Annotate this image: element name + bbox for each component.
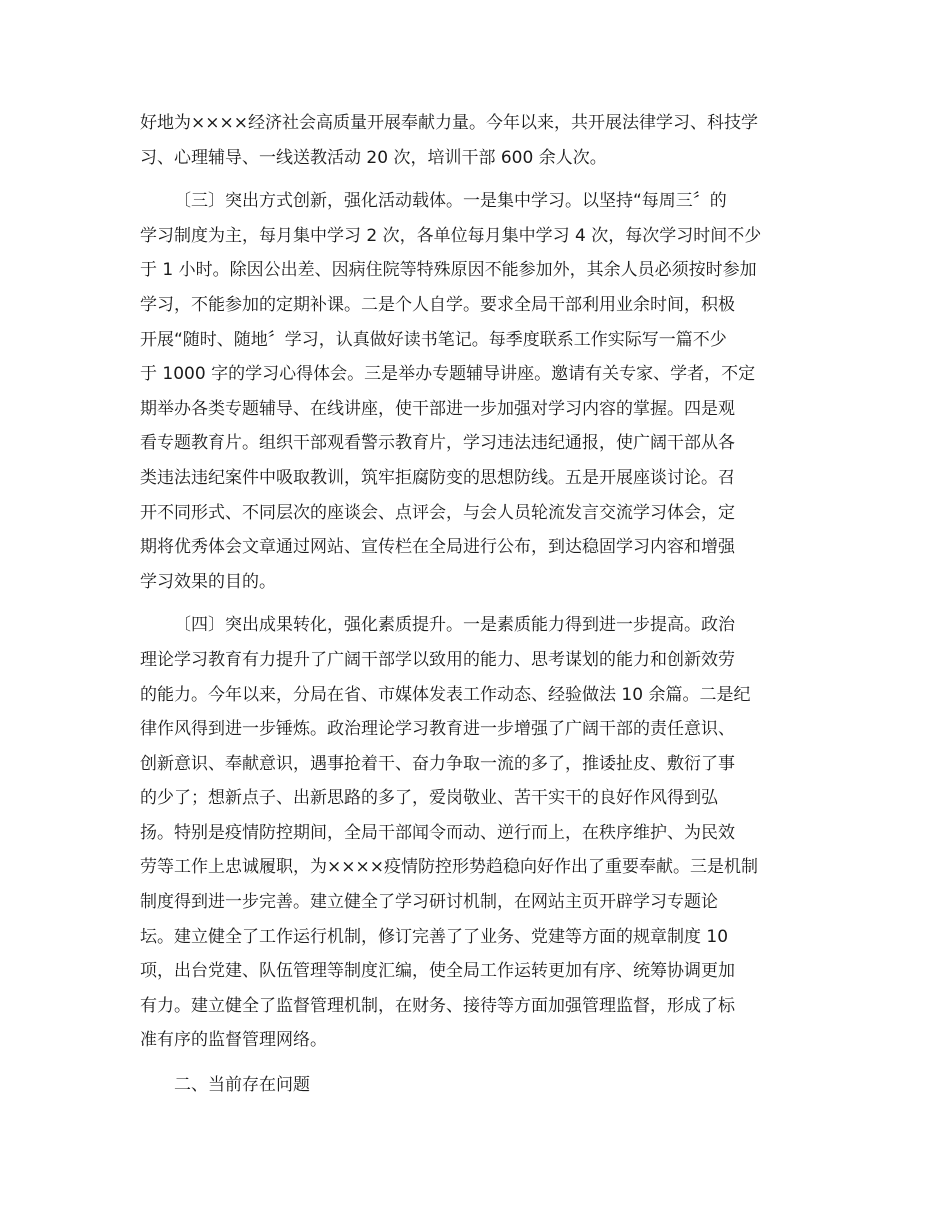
text-line: 〔四〕突出成果转化，强化素质提升。一是素质能力得到进一步提高。政治	[174, 615, 735, 636]
text-line: 期将优秀体会文章通过网站、宣传栏在全局进行公布，到达稳固学习内容和增强	[140, 537, 735, 558]
text-line: 习、心理辅导、一线送教活动 20 次，培训干部 600 余人次。	[140, 147, 607, 168]
text-line: 创新意识、奉献意识，遇事抢着干、奋力争取一流的多了，推诿扯皮、敷衍了事	[140, 753, 735, 774]
section-heading: 二、当前存在问题	[174, 1075, 310, 1096]
paragraph-1	[140, 106, 812, 175]
text-line: 于 1 小时。除因公出差、因病住院等特殊原因不能参加外，其余人员必须按时参加	[140, 260, 757, 281]
text-line: 的少了；想新点子、出新思路的多了，爱岗敬业、苦干实干的良好作风得到弘	[140, 788, 718, 809]
text-line: 准有序的监督管理网络。	[140, 1030, 327, 1051]
text-line: 理论学习教育有力提升了广阔干部学以致用的能力、思考谋划的能力和创新效劳	[140, 649, 735, 670]
text-line: 看专题教育片。组织干部观看警示教育片，学习违法违纪通报，使广阔干部从各	[140, 433, 735, 454]
text-line: 有力。建立健全了监督管理机制，在财务、接待等方面加强管理监督，形成了标	[140, 995, 735, 1016]
text-line: 劳等工作上忠诚履职，为××××疫情防控形势趋稳向好作出了重要奉献。三是机制	[140, 857, 758, 878]
text-line: 制度得到进一步完善。建立健全了学习研讨机制，在网站主页开辟学习专题论	[140, 892, 718, 913]
paragraph-4	[140, 608, 812, 1058]
text-line: 〔三〕突出方式创新，强化活动载体。一是集中学习。以坚持“每周三〞的	[174, 191, 727, 212]
text-line: 学习制度为主，每月集中学习 2 次，各单位每月集中学习 4 次，每次学习时间不少	[140, 225, 762, 246]
text-line: 坛。建立健全了工作运行机制，修订完善了了业务、党建等方面的规章制度 10	[140, 926, 729, 947]
text-line: 期举办各类专题辅导、在线讲座，使干部进一步加强对学习内容的掌握。四是观	[140, 398, 735, 419]
paragraph-3	[140, 184, 812, 599]
text-line: 开展“随时、随地〞学习，认真做好读书笔记。每季度联系工作实际写一篇不少	[140, 329, 727, 350]
text-line: 类违法违纪案件中吸取教训，筑牢拒腐防变的思想防线。五是开展座谈讨论。召	[140, 467, 735, 488]
text-line: 项，出台党建、队伍管理等制度汇编，使全局工作运转更加有序、统筹协调更加	[140, 961, 735, 982]
text-line: 学习，不能参加的定期补课。二是个人自学。要求全局干部利用业余时间，积极	[140, 294, 735, 315]
text-line: 于 1000 字的学习心得体会。三是举办专题辅导讲座。邀请有关专家、学者，不定	[140, 364, 756, 385]
document-page	[140, 106, 812, 1103]
text-line: 律作风得到进一步锤炼。政治理论学习教育进一步增强了广阔干部的责任意识、	[140, 719, 735, 740]
text-line: 的能力。今年以来，分局在省、市媒体发表工作动态、经验做法 10 余篇。二是纪	[140, 684, 751, 705]
text-line: 好地为××××经济社会高质量开展奉献力量。今年以来，共开展法律学习、科技学	[140, 113, 758, 133]
text-line: 学习效果的目的。	[140, 571, 276, 592]
text-line: 开不同形式、不同层次的座谈会、点评会，与会人员轮流发言交流学习体会，定	[140, 502, 735, 523]
text-line: 扬。特别是疫情防控期间，全局干部闻令而动、逆行而上，在秩序维护、为民效	[140, 822, 735, 843]
